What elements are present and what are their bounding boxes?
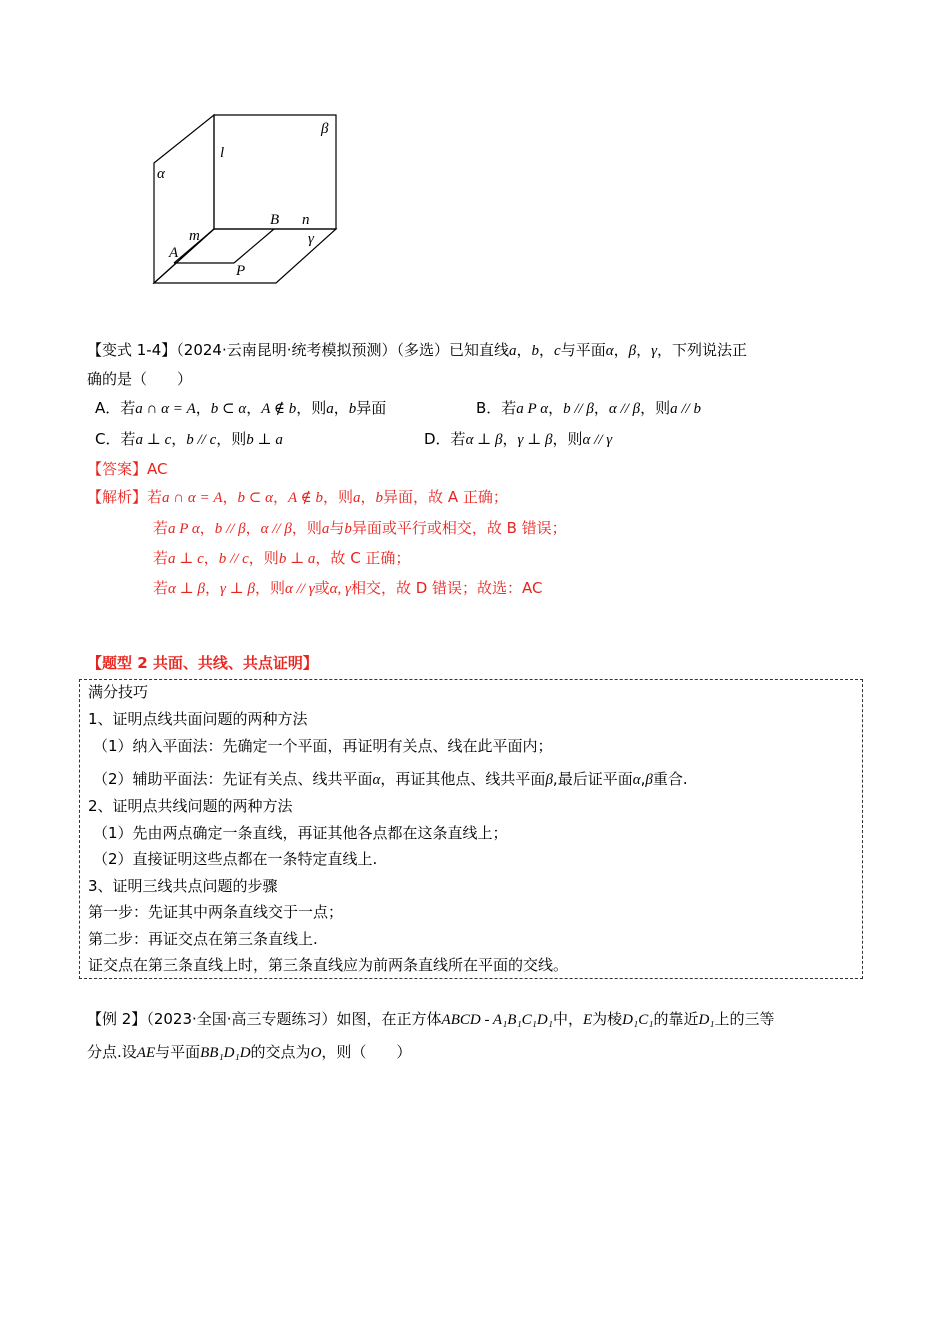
tips-step3: 证交点在第三条直线上时，第三条直线应为前两条直线所在平面的交线。 — [88, 956, 569, 974]
option-A: A．若a ∩ α = A，b ⊂ α，A ∉ b，则a，b异面 — [95, 399, 387, 417]
variant-tag: 【变式 1-4】 — [87, 341, 177, 359]
tips-heading: 满分技巧 — [88, 683, 149, 701]
tips-item2a: （1）先由两点确定一条直线，再证其他各点都在这条直线上； — [93, 824, 508, 842]
analysis-line1: 【解析】若a ∩ α = A，b ⊂ α，A ∉ b，则a，b异面，故 A 正确； — [87, 488, 508, 506]
answer-value: AC — [147, 460, 168, 478]
example-tag: 【例 2】 — [87, 1010, 147, 1028]
planes-diagram — [140, 105, 350, 295]
tips-item3: 3、证明三线共点问题的步骤 — [88, 877, 278, 895]
option-C: C．若a ⊥ c，b // c，则b ⊥ a — [95, 430, 283, 448]
label-l: l — [220, 145, 225, 161]
tips-item2: 2、证明点共线问题的两种方法 — [88, 797, 293, 815]
label-n: n — [302, 212, 310, 228]
section-title: 【题型 2 共面、共线、共点证明】 — [87, 654, 318, 672]
label-gamma: γ — [308, 231, 314, 247]
label-B: B — [270, 212, 280, 228]
analysis-line2: 若a P α，b // β，α // β，则a与b异面或平行或相交，故 B 错误； — [153, 519, 567, 537]
option-D: D．若α ⊥ β，γ ⊥ β，则α // γ — [424, 430, 613, 448]
tips-item1b: （2）辅助平面法：先证有关点、线共平面α，再证其他点、线共平面β,最后证平面α,β重合. — [93, 770, 688, 788]
answer-tag: 【答案】 — [87, 460, 148, 478]
option-B: B．若a P α，b // β，α // β，则a // b — [476, 399, 701, 417]
analysis-line3: 若a ⊥ c，b // c，则b ⊥ a，故 C 正确； — [153, 549, 411, 567]
label-A: A — [169, 245, 179, 261]
line-PB — [234, 229, 274, 263]
tips-item2b: （2）直接证明这些点都在一条特定直线上. — [93, 850, 378, 868]
answer-line — [87, 457, 168, 481]
label-P: P — [236, 263, 246, 279]
label-m: m — [189, 228, 200, 244]
variant-question-line2: 确的是（ ） — [87, 370, 193, 388]
label-alpha: α — [157, 166, 165, 182]
tips-item1a: （1）纳入平面法：先确定一个平面，再证明有关点、线在此平面内； — [93, 737, 553, 755]
example-line1: 【例 2】（2023·全国·高三专题练习）如图，在正方体ABCD - A₁B₁C₁D₁中，E为棱D₁C₁的靠近D₁上的三等 — [87, 1010, 775, 1028]
plane-alpha — [154, 115, 214, 283]
analysis-line4: 若α ⊥ β，γ ⊥ β，则α // γ或α, γ相交，故 D 错误；故选：AC — [153, 579, 543, 597]
tips-item1: 1、证明点线共面问题的两种方法 — [88, 710, 308, 728]
tips-box — [79, 679, 863, 979]
variant-question-line1: 【变式 1-4】（2024·云南昆明·统考模拟预测）（多选）已知直线a，b，c与平面α，β，γ，下列说法正 — [87, 341, 748, 359]
example-line2: 分点.设AE与平面BB₁D₁D的交点为O，则（ ） — [87, 1043, 412, 1061]
analysis-tag: 【解析】 — [87, 488, 148, 506]
label-beta: β — [321, 121, 329, 137]
tips-step1: 第一步：先证其中两条直线交于一点； — [88, 903, 344, 921]
geometry-figure — [140, 105, 350, 299]
tips-step2: 第二步：再证交点在第三条直线上. — [88, 930, 318, 948]
